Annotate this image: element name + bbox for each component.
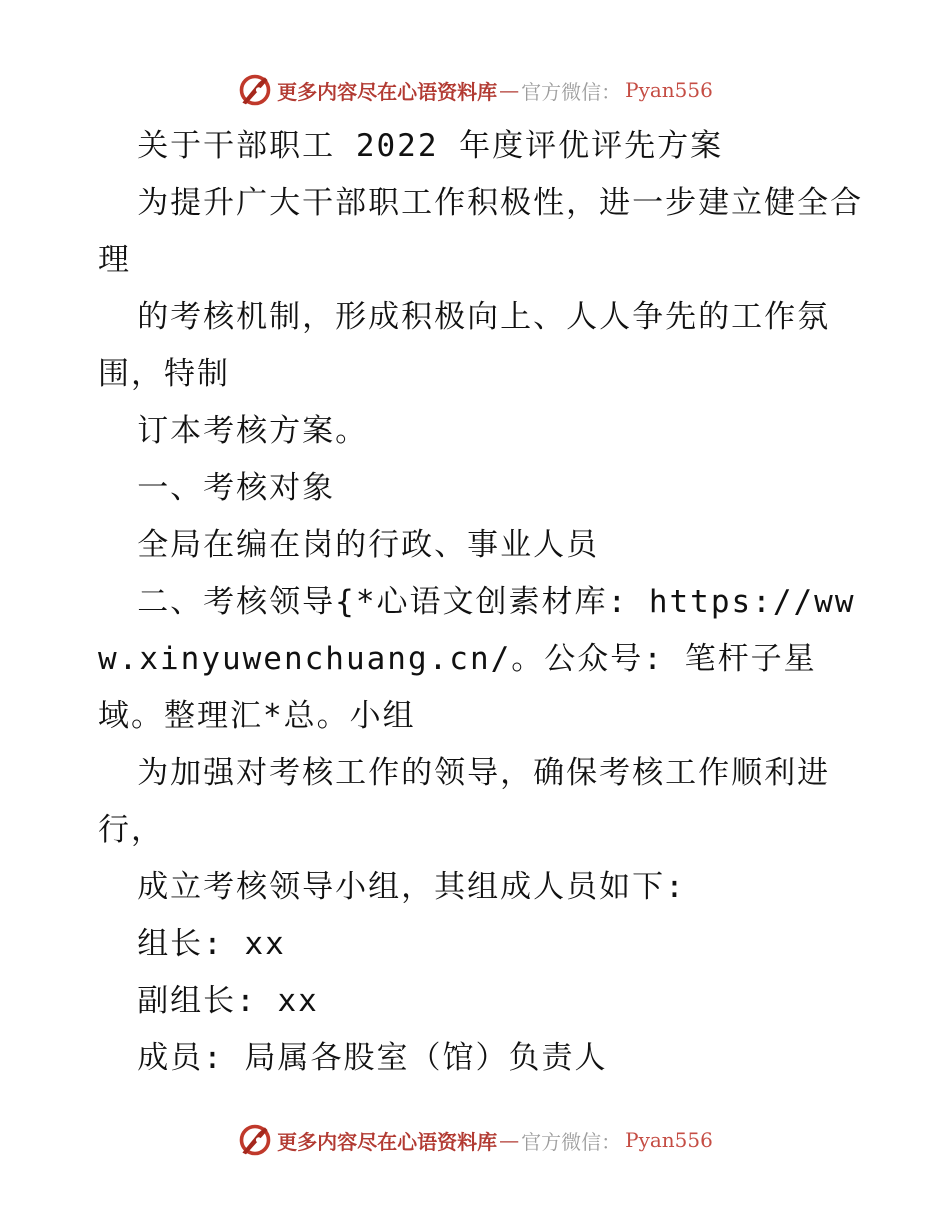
banner-wechat-id: Pyan556 [625,78,713,102]
paragraph-members-intro: 成立考核领导小组，其组成人员如下: [137,869,686,905]
banner-dash: — [499,1128,520,1152]
paragraph-members: 成员: 局属各股室（馆）负责人 [137,1040,608,1076]
paragraph-leader: 组长: xx [137,926,286,962]
document-body [98,118,868,1087]
banner-main-text: 更多内容尽在心语资料库 [277,79,498,104]
paragraph-intro-cont: 的考核机制，形成积极向上、人人争先的工作氛围，特制 [98,299,831,392]
pen-nib-logo-icon [237,1122,273,1158]
banner-official-label: 官方微信： [521,79,622,104]
paragraph-intro-end: 订本考核方案。 [137,413,369,449]
pen-nib-logo-icon [237,72,273,108]
footer-watermark-banner [0,1120,950,1160]
header-watermark-banner [0,70,950,110]
paragraph-intro: 为提升广大干部职工作积极性，进一步建立健全合理 [98,185,864,278]
section-heading-1: 一、考核对象 [137,470,336,506]
paragraph-leadership: 为加强对考核工作的领导，确保考核工作顺利进行， [98,755,831,848]
section-heading-2: 二、考核领导{*心语文创素材库: https://www.xinyuwenchuang.cn/。公众号: 笔杆子星域。整理汇*总。小组 [98,584,856,734]
paragraph-deputy-leader: 副组长: xx [137,983,319,1019]
banner-main-text: 更多内容尽在心语资料库 [277,1129,498,1154]
banner-official-label: 官方微信： [521,1129,622,1154]
banner-dash: — [499,78,520,102]
paragraph-targets: 全局在编在岗的行政、事业人员 [137,527,600,563]
banner-wechat-id: Pyan556 [625,1128,713,1152]
document-title: 关于干部职工 2022 年度评优评先方案 [137,128,724,164]
